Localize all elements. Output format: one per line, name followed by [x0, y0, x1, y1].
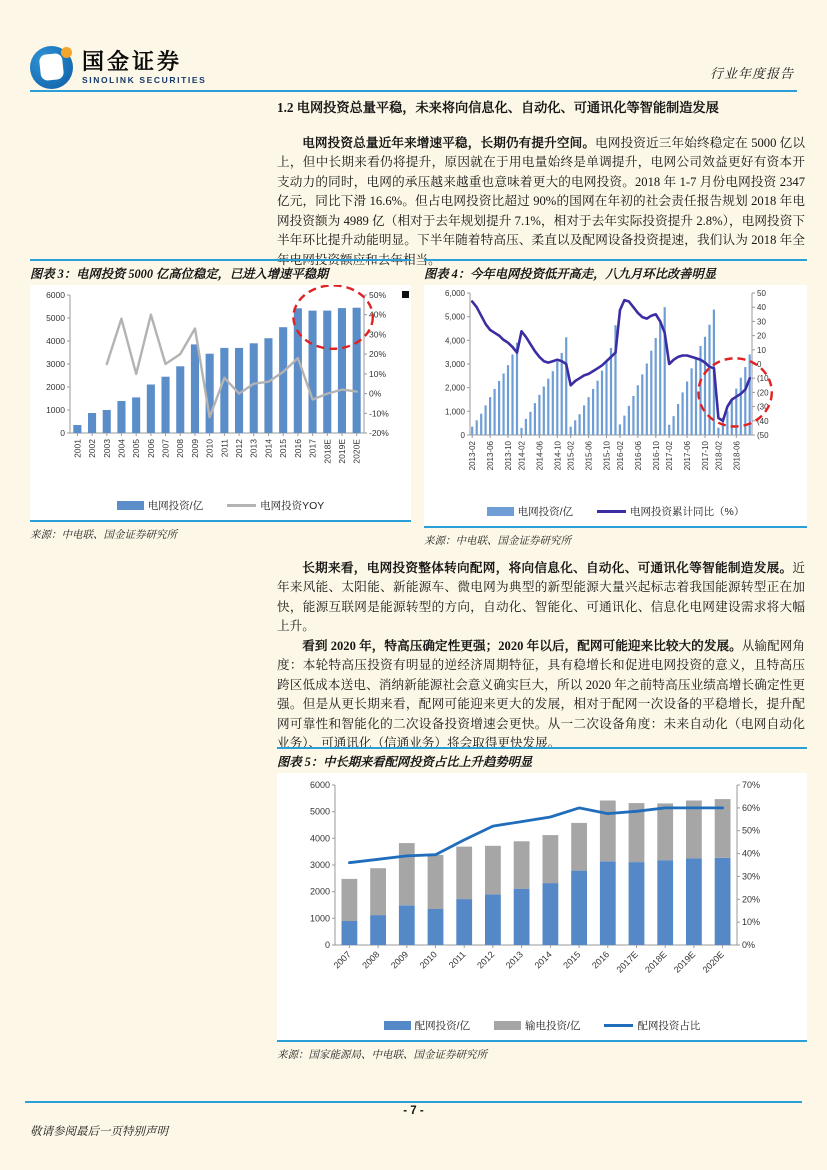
svg-text:2020E: 2020E — [351, 439, 362, 464]
paragraph-1-lead: 电网投资总量近年来增速平稳，长期仍有提升空间。 — [302, 135, 596, 150]
svg-text:2013: 2013 — [503, 949, 526, 971]
svg-text:2016-10: 2016-10 — [651, 441, 661, 471]
legend-item — [597, 504, 744, 519]
svg-text:2019E: 2019E — [671, 949, 698, 975]
svg-text:5,000: 5,000 — [444, 312, 465, 322]
svg-text:2015: 2015 — [561, 949, 583, 971]
svg-text:2018E: 2018E — [643, 949, 669, 975]
brand-name-cn: 国金证券 — [82, 48, 183, 74]
paragraph-3-lead: 看到 2020 年，特高压确定性更强；2020 年以后，配网可能迎来比较大的发展。 — [302, 638, 742, 653]
svg-text:2018-06: 2018-06 — [732, 441, 742, 471]
svg-text:2012: 2012 — [234, 439, 245, 458]
svg-text:2000: 2000 — [46, 382, 65, 392]
paragraph-1-body: 电网投资近三年始终稳定在 5000 亿以上，但中长期来看仍将提升，原因就在于用电量始终是单调提升，电网公司效益更好有资本开支动力的同时，电网的承压越来越重也意味着更大的电网投资。2018 年 1-7 月份电网投资 2347 亿元，同比下滑 16.6%。但占电网投资比超过 90%的国网在年初的社会责任报告规划 2018 年电网投资额为 4989 亿（相对于去年规划提升 7.1%，相对于去年实际投资提升 2.8%），电网投资下半年环比提升动能明显。下半年随着特高压、柔直以及配网设备投资提速，我们认为 2018 年全年电网投资额应和去年相当。 — [277, 135, 806, 267]
svg-text:2011: 2011 — [219, 439, 230, 458]
legend-swatch — [384, 1021, 411, 1030]
legend-label: 电网投资/亿 — [517, 506, 574, 518]
svg-text:2018-02: 2018-02 — [714, 441, 724, 471]
svg-text:2015-02: 2015-02 — [566, 441, 576, 471]
svg-text:40%: 40% — [742, 848, 761, 859]
legend-item — [117, 498, 203, 513]
svg-text:2016: 2016 — [292, 439, 303, 458]
svg-text:2017-06: 2017-06 — [683, 441, 693, 471]
svg-text:70%: 70% — [742, 780, 761, 790]
paragraph-3 — [277, 637, 805, 754]
svg-text:0: 0 — [60, 428, 65, 438]
svg-text:2009: 2009 — [388, 949, 411, 971]
svg-text:50: 50 — [757, 289, 766, 298]
svg-text:30: 30 — [757, 317, 766, 327]
svg-text:2007: 2007 — [331, 949, 353, 971]
svg-text:3000: 3000 — [309, 860, 330, 870]
legend-swatch — [597, 510, 626, 513]
svg-text:2007: 2007 — [160, 439, 171, 458]
legend-label: 电网投资累计同比（%） — [630, 506, 745, 518]
svg-text:0%: 0% — [742, 940, 756, 950]
legend-swatch — [494, 1021, 521, 1030]
svg-text:2014: 2014 — [263, 439, 274, 458]
svg-text:2014-10: 2014-10 — [553, 441, 563, 471]
svg-text:2015: 2015 — [278, 439, 289, 458]
svg-text:2013-02: 2013-02 — [468, 441, 478, 471]
svg-text:2017E: 2017E — [614, 949, 640, 975]
footer-disclaimer: 敬请参阅最后一页特别声明 — [30, 1126, 168, 1138]
svg-text:4000: 4000 — [309, 833, 330, 844]
sinolink-logo-icon — [30, 46, 73, 89]
svg-text:(40: (40 — [757, 416, 769, 426]
svg-text:2017: 2017 — [307, 439, 318, 458]
svg-text:10: 10 — [757, 345, 766, 355]
svg-text:2014-02: 2014-02 — [517, 441, 527, 471]
legend-label: 输电投资/亿 — [525, 1020, 581, 1032]
svg-text:1000: 1000 — [46, 405, 65, 415]
svg-text:2002: 2002 — [87, 439, 98, 458]
svg-text:(30: (30 — [757, 402, 769, 412]
svg-text:-10%: -10% — [369, 408, 389, 419]
figure-4-block — [424, 259, 807, 548]
footer-rule — [25, 1101, 802, 1103]
svg-text:5000: 5000 — [46, 313, 65, 323]
svg-text:2003: 2003 — [101, 439, 112, 458]
svg-text:2010: 2010 — [204, 439, 215, 458]
svg-text:20: 20 — [757, 331, 766, 341]
figure-3-legend — [30, 497, 411, 520]
svg-text:2,000: 2,000 — [444, 383, 465, 393]
legend-swatch — [604, 1024, 633, 1027]
company-logo — [30, 46, 206, 89]
svg-text:30%: 30% — [742, 871, 761, 882]
figure-4-source: 来源：中电联、国金证券研究所 — [424, 526, 807, 548]
svg-text:(10: (10 — [757, 374, 769, 384]
svg-text:0: 0 — [757, 360, 762, 369]
legend-item — [384, 1018, 470, 1033]
svg-text:0%: 0% — [369, 388, 382, 399]
svg-text:4,000: 4,000 — [444, 336, 465, 346]
svg-text:2014-06: 2014-06 — [535, 441, 545, 471]
svg-text:2016-02: 2016-02 — [616, 441, 625, 471]
svg-text:2020E: 2020E — [700, 949, 727, 975]
svg-text:10%: 10% — [742, 917, 761, 928]
paragraph-2-lead: 长期来看，电网投资整体转向配网，将向信息化、自动化、可通讯化等智能制造发展。 — [302, 560, 793, 575]
svg-text:2017-10: 2017-10 — [701, 441, 710, 471]
svg-text:1,000: 1,000 — [444, 407, 465, 417]
figure-5-block — [277, 747, 807, 1062]
grid-investment-monthly-chart — [424, 285, 807, 503]
svg-text:40%: 40% — [369, 309, 387, 320]
paragraph-1 — [277, 134, 805, 271]
distribution-share-chart — [277, 773, 807, 1017]
figure-5-source: 来源：国家能源局、中电联、国金证券研究所 — [277, 1040, 807, 1062]
svg-text:(50: (50 — [757, 431, 769, 440]
legend-label: 电网投资/亿 — [147, 500, 204, 512]
figure-4-legend — [424, 503, 807, 526]
paragraph-2-body: 近年来风能、太阳能、新能源车、微电网为典型的新型能源大量兴起标志着我国能源转型正在加快，能源互联网是能源转型的方向，自动化、智能化、可通讯化、信息化电网建设需求将大幅上升。 — [277, 560, 805, 634]
svg-text:50%: 50% — [369, 290, 387, 300]
svg-text:2016-06: 2016-06 — [633, 441, 643, 471]
svg-text:2019E: 2019E — [337, 439, 347, 464]
svg-text:5000: 5000 — [309, 806, 330, 817]
svg-text:2012: 2012 — [475, 949, 497, 971]
figure-5-legend — [277, 1017, 807, 1040]
svg-text:2001: 2001 — [72, 439, 83, 458]
legend-label: 电网投资YOY — [260, 500, 325, 512]
svg-text:2015-06: 2015-06 — [584, 441, 594, 471]
figure-4-title: 图表 4：今年电网投资低开高走，八九月环比改善明显 — [424, 259, 807, 285]
report-type-label: 行业年度报告 — [709, 66, 794, 81]
svg-text:2004: 2004 — [116, 439, 127, 458]
legend-swatch — [227, 504, 256, 507]
svg-text:2005: 2005 — [131, 439, 142, 458]
svg-text:0: 0 — [324, 940, 330, 950]
svg-text:50%: 50% — [742, 825, 761, 836]
svg-text:2013-06: 2013-06 — [486, 441, 496, 471]
svg-text:2018E: 2018E — [322, 439, 333, 464]
svg-text:2015-10: 2015-10 — [602, 441, 612, 471]
legend-item — [227, 498, 324, 513]
svg-text:1000: 1000 — [309, 913, 330, 924]
svg-text:2009: 2009 — [190, 439, 200, 458]
legend-item — [604, 1018, 700, 1033]
legend-label: 配网投资占比 — [637, 1020, 701, 1032]
svg-text:2008: 2008 — [360, 949, 382, 971]
svg-text:2006: 2006 — [145, 439, 156, 458]
svg-text:10%: 10% — [369, 368, 387, 379]
figure-3-title: 图表 3：电网投资 5000 亿高位稳定，已进入增速平稳期 — [30, 259, 411, 285]
svg-text:2017-02: 2017-02 — [665, 441, 675, 471]
svg-text:-20%: -20% — [369, 428, 389, 438]
svg-text:2008: 2008 — [175, 439, 186, 458]
svg-text:2016: 2016 — [589, 949, 612, 971]
svg-text:6000: 6000 — [46, 290, 65, 300]
legend-item — [487, 504, 573, 519]
section-heading: 1.2 电网投资总量平稳，未来将向信息化、自动化、可通讯化等智能制造发展 — [277, 100, 719, 115]
paragraph-2 — [277, 559, 805, 637]
svg-text:2013: 2013 — [248, 439, 259, 458]
svg-text:0: 0 — [460, 431, 465, 440]
svg-text:30%: 30% — [369, 329, 387, 340]
svg-text:2014: 2014 — [532, 949, 554, 971]
svg-text:3000: 3000 — [46, 359, 65, 369]
legend-label: 配网投资/亿 — [414, 1020, 470, 1032]
brand-name-en: SINOLINK SECURITIES — [82, 75, 207, 86]
figure-3-block — [30, 259, 411, 542]
svg-text:40: 40 — [757, 303, 766, 313]
grid-investment-total-chart — [30, 285, 411, 497]
page-number: - 7 - — [403, 1105, 424, 1117]
figure-5-title: 图表 5：中长期来看配网投资占比上升趋势明显 — [277, 747, 807, 773]
paragraph-3-body: 从输配网角度：本轮特高压投资有明显的逆经济周期特征，具有稳增长和促进电网投资的意义，且特高压跨区低成本送电、消纳新能源社会意义确实巨大，所以 2020 年之前特高压业绩高增长确定性更强。但是从更长期来看，配网可能迎来更大的发展，相对于配网一次设备的平稳增长，提升配网可靠性和智能化的二次设备投资增速会更快。从一二次设备角度：未来自动化（电网自动化业务）、可通讯化（信通业务）将会取得更快发展。 — [277, 638, 805, 751]
svg-text:20%: 20% — [369, 349, 387, 360]
legend-swatch — [487, 507, 514, 516]
svg-text:6000: 6000 — [309, 780, 330, 790]
svg-text:60%: 60% — [742, 802, 761, 813]
svg-text:2011: 2011 — [446, 949, 468, 971]
header-rule — [30, 90, 797, 92]
svg-text:(20: (20 — [757, 388, 769, 398]
svg-text:20%: 20% — [742, 894, 761, 905]
svg-text:6,000: 6,000 — [444, 289, 465, 298]
svg-text:2000: 2000 — [309, 886, 330, 897]
svg-text:3,000: 3,000 — [444, 360, 465, 369]
svg-text:4000: 4000 — [46, 336, 65, 346]
svg-text:2010: 2010 — [417, 949, 439, 971]
figure-3-source: 来源：中电联、国金证券研究所 — [30, 520, 411, 542]
svg-text:2013-10: 2013-10 — [504, 441, 513, 471]
legend-swatch — [117, 501, 144, 510]
legend-item — [494, 1018, 580, 1033]
